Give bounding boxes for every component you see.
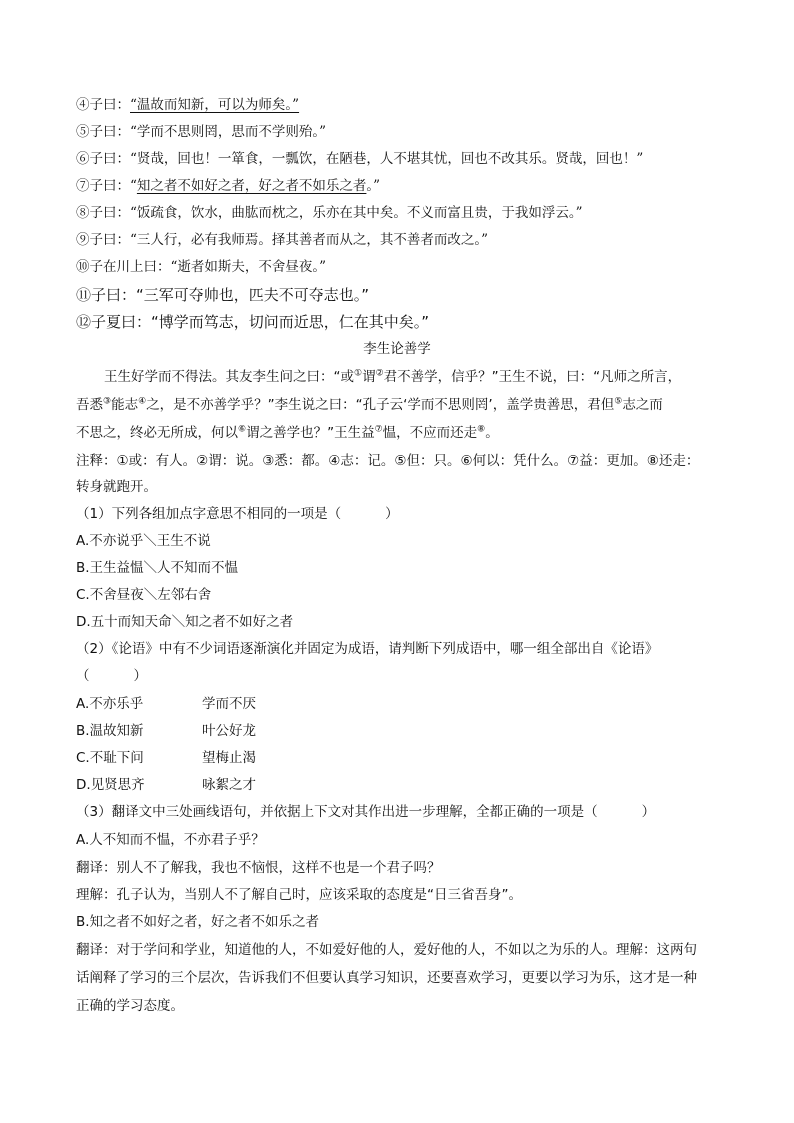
item-speaker: 子曰： xyxy=(89,205,130,221)
question-2-stem: （2）《论语》中有不少词语逐渐演化并固定为成语，请判断下列成语中，哪一组全部出自《论语》 xyxy=(76,641,659,657)
q1-option-b xyxy=(76,557,726,579)
footnote-mark: ② xyxy=(375,368,384,379)
item-quote: “逝者如斯夫，不舍昼夜。” xyxy=(170,259,327,275)
analects-item-5 xyxy=(76,121,726,143)
item-speaker: 子夏曰： xyxy=(91,313,152,331)
item-speaker: 子曰： xyxy=(89,178,130,194)
option-text: 不舍昼夜＼左邻右舍 xyxy=(89,587,212,603)
option-idiom: 温故知新 xyxy=(89,723,144,739)
question-3-stem xyxy=(76,801,726,823)
question-text: （1）下列各组加点字意思不相同的一项是（ xyxy=(76,506,342,522)
option-letter: A. xyxy=(76,533,90,549)
story-text: 王生好学而不得法。其友李生问之曰：“或 xyxy=(104,369,354,385)
story-text: 吾悉 xyxy=(76,397,103,413)
option-letter: D. xyxy=(76,614,91,630)
question-text: （3）翻译文中三处画线语句，并依据上下文对其作出进一步理解，全都正确的一项是（ xyxy=(76,804,598,820)
item-number: ⑪ xyxy=(76,286,92,304)
option-idiom: 不亦乐乎 xyxy=(89,696,144,712)
option-letter: C. xyxy=(76,587,90,603)
item-quote: “三人行，必有我师焉。择其善者而从之，其不善者而改之。” xyxy=(130,232,489,248)
option-text: 王生益愠＼人不知而不愠 xyxy=(89,560,239,576)
item-number: ⑫ xyxy=(76,313,92,331)
option-letter: B. xyxy=(76,723,90,739)
item-quote: “学而不思则罔，思而不学则殆。” xyxy=(130,124,327,140)
item-quote: “博学而笃志，切问而近思，仁在其中矣。” xyxy=(151,313,430,331)
footnote-mark: ⑥ xyxy=(238,424,247,435)
analects-item-7 xyxy=(76,175,726,197)
question-text: ） xyxy=(385,506,399,522)
story-line-2 xyxy=(76,394,726,416)
quote-open: “ xyxy=(130,178,137,194)
story-text: 愠，不应而还走 xyxy=(382,425,478,441)
analects-item-4 xyxy=(76,94,726,116)
story-line-1 xyxy=(104,366,726,388)
analects-item-12 xyxy=(76,311,726,333)
option-text: 不亦说乎＼王生不说 xyxy=(89,533,211,549)
item-speaker: 子曰： xyxy=(89,151,130,167)
q1-option-d xyxy=(76,611,726,633)
item-number: ⑥ xyxy=(76,151,90,167)
story-text: 能志 xyxy=(111,397,139,413)
question-text: ） xyxy=(641,804,656,820)
item-speaker: 子曰： xyxy=(89,124,130,140)
story-text: 志之而 xyxy=(622,397,663,413)
story-text: 谓 xyxy=(362,369,376,385)
option-idiom: 见贤思齐 xyxy=(90,777,145,793)
footnote-mark: ③ xyxy=(103,396,112,407)
item-number: ⑧ xyxy=(76,205,90,221)
item-number: ④ xyxy=(76,97,90,113)
footnote-mark: ④ xyxy=(138,396,147,407)
story-text: 之，是不亦善学乎？”李生说之曰：“孔子云‘学而不思则罔’，盖学贵善思，君但 xyxy=(146,397,615,413)
q3-option-b-translation-2: 话阐释了学习的三个层次，告诉我们不但要认真学习知识，还要喜欢学习，更要以学习为乐，这才是一种 xyxy=(76,970,697,986)
analects-item-6 xyxy=(76,148,726,170)
story-notes-line-1: 注释：①或：有人。②谓：说。③悉：都。④志：记。⑤但：只。⑥何以：凭什么。⑦益：更加。⑧还走： xyxy=(76,453,700,469)
analects-item-9 xyxy=(76,229,726,251)
q2-option-c xyxy=(76,747,726,769)
footnote-mark: ⑦ xyxy=(374,424,383,435)
option-idiom: 望梅止渴 xyxy=(202,750,256,766)
analects-item-11 xyxy=(76,284,726,306)
quote-close: 。” xyxy=(366,178,381,194)
item-quote: “饭疏食，饮水，曲肱而枕之，乐亦在其中矣。不义而富且贵，于我如浮云。” xyxy=(130,205,583,221)
option-letter: C. xyxy=(76,750,90,766)
question-1-stem xyxy=(76,503,726,525)
q3-option-b-translation-1: 翻译：对于学问和学业，知道他的人，不如爱好他的人，爱好他的人，不如以之为乐的人。理解：这两句 xyxy=(76,942,697,958)
option-letter: A. xyxy=(76,696,90,712)
story-text: 不思之，终必无所成，何以 xyxy=(76,425,238,441)
option-idiom: 咏絮之才 xyxy=(202,777,256,793)
item-number: ⑤ xyxy=(76,124,90,140)
option-idiom: 学而不厌 xyxy=(202,696,256,712)
footnote-mark: ① xyxy=(354,368,363,379)
story-title: 李生论善学 xyxy=(363,341,431,357)
item-speaker: 子曰： xyxy=(91,286,137,304)
q2-option-a xyxy=(76,693,726,715)
item-speaker: 子曰： xyxy=(89,232,130,248)
q3-option-a-translation: 翻译：别人不了解我，我也不恼恨，这样不也是一个君子吗？ xyxy=(76,860,441,876)
story-notes-line-2: 转身就跑开。 xyxy=(76,479,157,495)
analects-item-10 xyxy=(76,256,726,278)
footnote-mark: ⑧ xyxy=(477,424,486,435)
story-text: 。 xyxy=(485,425,499,441)
option-letter: D. xyxy=(76,777,91,793)
footnote-mark: ⑤ xyxy=(614,396,623,407)
q1-option-c xyxy=(76,584,726,606)
item-speaker: 子在川上曰： xyxy=(89,259,171,275)
story-text: 谓之善学也？”王生益 xyxy=(246,425,375,441)
story-line-3 xyxy=(76,422,726,444)
option-idiom: 叶公好龙 xyxy=(202,723,256,739)
item-number: ⑨ xyxy=(76,232,90,248)
item-number: ⑦ xyxy=(76,178,90,194)
q1-option-a xyxy=(76,530,726,552)
item-number: ⑩ xyxy=(76,259,90,275)
analects-item-8 xyxy=(76,202,726,224)
question-text: ） xyxy=(133,668,147,684)
q3-option-a-title: A.人不知而不愠，不亦君子乎？ xyxy=(76,832,265,848)
option-text: 五十而知天命＼知之者不如好之者 xyxy=(90,614,294,630)
question-text: （ xyxy=(76,668,90,684)
question-2-paren xyxy=(76,665,726,687)
underlined-quote: 知之者不如好之者，好之者不如乐之者 xyxy=(136,178,367,194)
q2-option-b xyxy=(76,720,726,742)
option-idiom: 不耻下问 xyxy=(89,750,144,766)
q3-option-a-understanding: 理解：孔子认为，当别人不了解自己时，应该采取的态度是“日三省吾身”。 xyxy=(76,887,522,903)
story-text: 君不善学，信乎？”王生不说，曰：“凡师之所言， xyxy=(383,369,682,385)
underlined-quote: “温故而知新，可以为师矣。” xyxy=(130,97,300,113)
q3-option-b-translation-3: 正确的学习态度。 xyxy=(76,998,184,1014)
q3-option-b-title: B.知之者不如好之者，好之者不如乐之者 xyxy=(76,914,320,930)
q2-option-d xyxy=(76,774,726,796)
item-quote: “三军可夺帅也，匹夫不可夺志也。” xyxy=(136,286,370,304)
item-quote: “贤哉，回也！一箪食，一瓢饮，在陋巷，人不堪其忧，回也不改其乐。贤哉，回也！” xyxy=(130,151,644,167)
item-speaker: 子曰： xyxy=(89,97,130,113)
option-letter: B. xyxy=(76,560,90,576)
